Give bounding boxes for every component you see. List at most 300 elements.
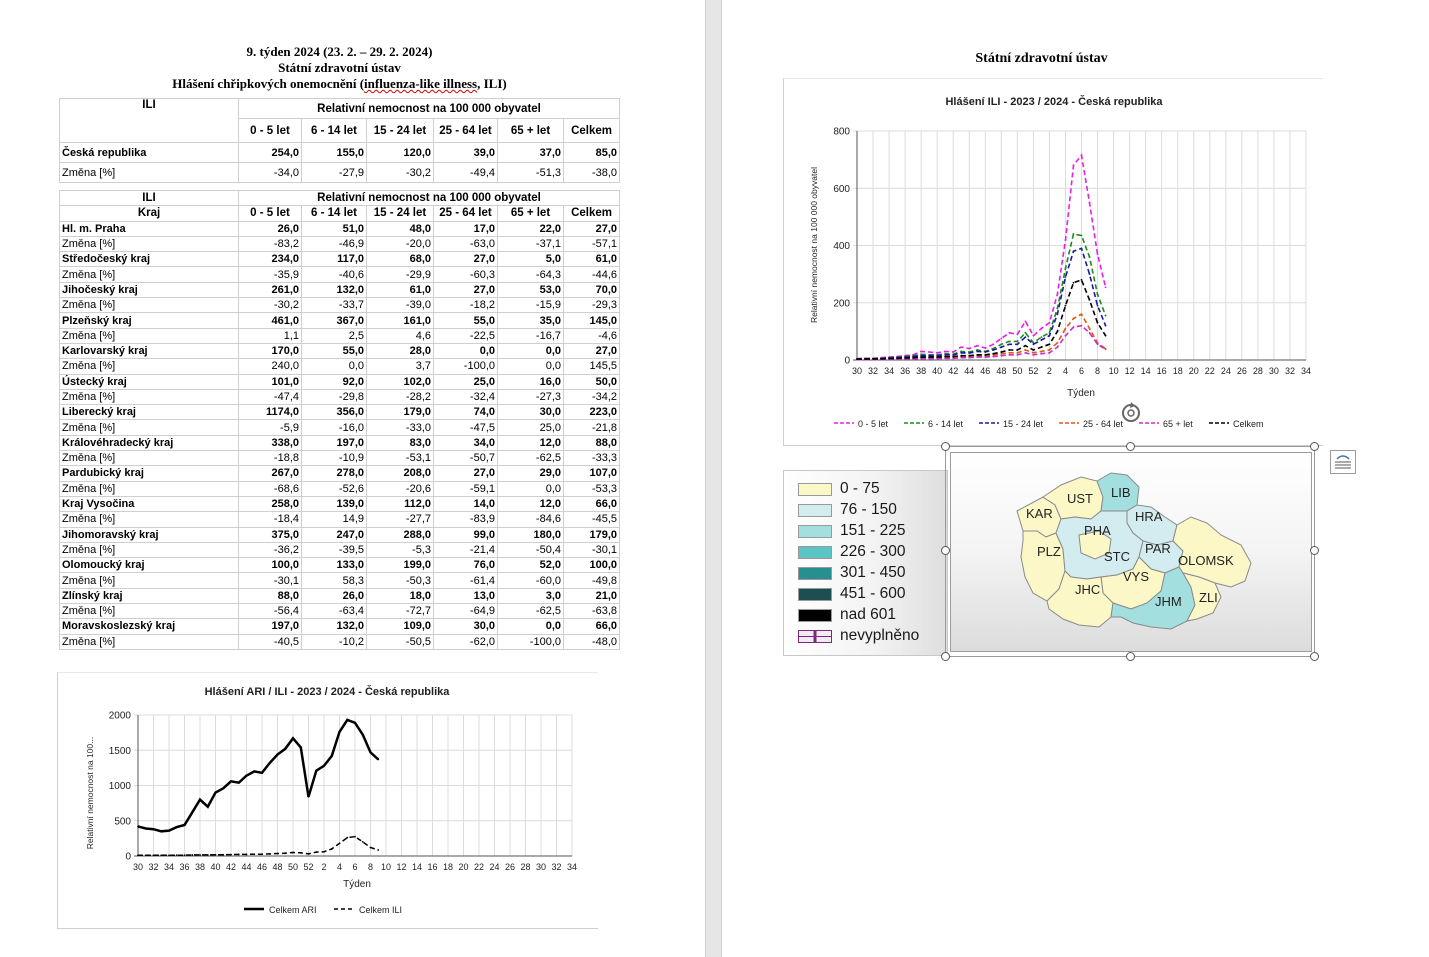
data-point bbox=[952, 351, 954, 353]
legend-label: 6 - 14 let bbox=[928, 419, 964, 429]
map-label-ust: UST bbox=[1067, 491, 1093, 506]
x-tick-label: 12 bbox=[396, 862, 407, 872]
ari-x-axis-label: Týden bbox=[343, 879, 371, 890]
table-cell: 50,0 bbox=[564, 374, 620, 389]
table-cell: -100,0 bbox=[434, 359, 498, 374]
table-row bbox=[60, 359, 620, 374]
table-cell: -18,8 bbox=[239, 451, 302, 466]
data-point bbox=[952, 357, 954, 359]
table-cell: 240,0 bbox=[239, 359, 302, 374]
data-point bbox=[1065, 328, 1067, 330]
table-cell: 101,0 bbox=[239, 374, 302, 389]
data-point bbox=[238, 854, 240, 856]
data-point bbox=[1049, 349, 1051, 351]
data-point bbox=[1097, 253, 1099, 255]
ili-legend bbox=[834, 419, 1264, 429]
table-row bbox=[60, 163, 620, 183]
data-point bbox=[1065, 276, 1067, 278]
x-tick-label: 16 bbox=[1156, 366, 1167, 376]
data-point bbox=[346, 719, 348, 721]
table-cell: 461,0 bbox=[239, 313, 302, 328]
resize-handle-top[interactable] bbox=[1126, 442, 1135, 451]
table-cell: 100,0 bbox=[564, 558, 620, 573]
data-point bbox=[153, 828, 155, 830]
table-cell: -63,4 bbox=[302, 604, 367, 619]
table-cell: -30,2 bbox=[367, 163, 434, 183]
table-cell: 37,0 bbox=[498, 143, 564, 163]
table-cell: -61,4 bbox=[434, 573, 498, 588]
table-cell: 13,0 bbox=[434, 588, 498, 603]
col-header: 0 - 5 let bbox=[239, 119, 302, 143]
table-cell: 55,0 bbox=[302, 343, 367, 358]
data-point bbox=[238, 782, 240, 784]
data-point bbox=[1057, 346, 1059, 348]
data-point bbox=[904, 357, 906, 359]
x-tick-label: 32 bbox=[148, 862, 159, 872]
layout-options-icon[interactable] bbox=[1330, 450, 1356, 474]
table-cell: 34,0 bbox=[434, 435, 498, 450]
table-cell: -27,3 bbox=[498, 389, 564, 404]
data-point bbox=[215, 854, 217, 856]
table-cell: 29,0 bbox=[498, 466, 564, 481]
table-cell: 25,0 bbox=[434, 374, 498, 389]
legend-color-swatch bbox=[798, 504, 832, 517]
resize-handle-bottom-right[interactable] bbox=[1310, 652, 1319, 661]
col-header: 6 - 14 let bbox=[302, 206, 367, 221]
col-header: 6 - 14 let bbox=[302, 119, 367, 143]
legend-range-label: 301 - 450 bbox=[840, 564, 906, 581]
data-point bbox=[1008, 332, 1010, 334]
data-point bbox=[184, 824, 186, 826]
table-cell: -34,0 bbox=[239, 163, 302, 183]
x-tick-label: 2 bbox=[321, 862, 327, 872]
table-cell: -62,0 bbox=[434, 634, 498, 649]
x-tick-label: 26 bbox=[504, 862, 516, 872]
data-point bbox=[976, 345, 978, 347]
table-cell: 12,0 bbox=[498, 496, 564, 511]
x-tick-label: 34 bbox=[884, 366, 895, 376]
data-point bbox=[992, 353, 994, 355]
table-cell: -33,3 bbox=[564, 451, 620, 466]
change-label: Změna [%] bbox=[60, 328, 239, 343]
table-row bbox=[60, 573, 620, 588]
data-point bbox=[207, 854, 209, 856]
x-tick-label: 30 bbox=[1268, 366, 1279, 376]
data-point bbox=[1097, 322, 1099, 324]
x-tick-label: 24 bbox=[1220, 366, 1231, 376]
row-label: Změna [%] bbox=[60, 163, 239, 183]
table-row bbox=[60, 221, 620, 236]
data-point bbox=[1024, 352, 1026, 354]
x-tick-label: 4 bbox=[336, 862, 343, 872]
table-cell: 139,0 bbox=[302, 496, 367, 511]
data-point bbox=[269, 853, 271, 855]
data-point bbox=[944, 356, 946, 358]
data-point bbox=[191, 811, 193, 813]
table-cell: 55,0 bbox=[434, 313, 498, 328]
data-point bbox=[300, 747, 302, 749]
x-tick-label: 40 bbox=[210, 862, 221, 872]
y-tick-label: 400 bbox=[833, 241, 850, 252]
y-tick-label: 2000 bbox=[108, 710, 131, 722]
table-cell: -51,3 bbox=[498, 163, 564, 183]
table-cell: -27,9 bbox=[302, 163, 367, 183]
table-cell: 88,0 bbox=[239, 588, 302, 603]
table-cell: 27,0 bbox=[564, 221, 620, 236]
x-tick-label: 38 bbox=[194, 862, 206, 872]
change-label: Změna [%] bbox=[60, 573, 239, 588]
table-cell: -40,6 bbox=[302, 267, 367, 282]
col-header: 25 - 64 let bbox=[434, 206, 498, 221]
legend-range-label: 451 - 600 bbox=[840, 585, 906, 602]
data-point bbox=[277, 754, 279, 756]
table-cell: -53,1 bbox=[367, 451, 434, 466]
table-row bbox=[60, 389, 620, 404]
table-cell: 0,0 bbox=[498, 343, 564, 358]
table-cell: 179,0 bbox=[564, 527, 620, 542]
series-line-6-14-let bbox=[857, 234, 1106, 359]
map-label-pha: PHA bbox=[1084, 523, 1111, 538]
legend-color-swatch bbox=[798, 525, 832, 538]
table-cell: -47,4 bbox=[239, 389, 302, 404]
x-tick-label: 28 bbox=[1252, 366, 1263, 376]
x-tick-label: 46 bbox=[980, 366, 991, 376]
table-cell: -60,0 bbox=[498, 573, 564, 588]
data-point bbox=[1105, 335, 1107, 337]
table-cell: 145,5 bbox=[564, 359, 620, 374]
data-point bbox=[1032, 349, 1034, 351]
map-legend-row bbox=[798, 565, 906, 581]
region-name: Jihomoravský kraj bbox=[60, 527, 239, 542]
x-tick-label: 50 bbox=[287, 862, 299, 872]
data-point bbox=[1073, 326, 1075, 328]
rotate-handle-icon[interactable] bbox=[1119, 401, 1143, 425]
table-row bbox=[60, 604, 620, 619]
data-point bbox=[1097, 305, 1099, 307]
col-header: 65 + let bbox=[498, 206, 564, 221]
x-tick-label: 20 bbox=[1188, 366, 1199, 376]
data-point bbox=[331, 848, 333, 850]
col-header: Celkem bbox=[564, 206, 620, 221]
col-header: 15 - 24 let bbox=[367, 119, 434, 143]
region-name: Liberecký kraj bbox=[60, 405, 239, 420]
resize-handle-right[interactable] bbox=[1310, 546, 1319, 555]
region-name: Jihočeský kraj bbox=[60, 282, 239, 297]
data-point bbox=[1000, 355, 1002, 357]
table-cell: -50,7 bbox=[434, 451, 498, 466]
table-cell: 107,0 bbox=[564, 466, 620, 481]
table-cell: 0,0 bbox=[498, 359, 564, 374]
data-point bbox=[284, 852, 286, 854]
data-point bbox=[984, 354, 986, 356]
data-point bbox=[1105, 286, 1107, 288]
data-point bbox=[1089, 332, 1091, 334]
data-point bbox=[1089, 273, 1091, 275]
data-point bbox=[944, 351, 946, 353]
table-row bbox=[60, 143, 620, 163]
table-cell: 88,0 bbox=[564, 435, 620, 450]
data-point bbox=[246, 854, 248, 856]
table-cell: 132,0 bbox=[302, 619, 367, 634]
table-cell: -29,8 bbox=[302, 389, 367, 404]
resize-handle-left[interactable] bbox=[941, 546, 950, 555]
data-point bbox=[222, 787, 224, 789]
data-point bbox=[856, 358, 858, 360]
table-cell: -30,2 bbox=[239, 298, 302, 313]
x-tick-label: 8 bbox=[367, 862, 374, 872]
x-tick-label: 4 bbox=[1062, 366, 1068, 376]
data-point bbox=[888, 358, 890, 360]
table-cell: 27,0 bbox=[434, 466, 498, 481]
data-point bbox=[1016, 352, 1018, 354]
x-tick-label: 14 bbox=[411, 862, 423, 872]
table-cell: 179,0 bbox=[367, 405, 434, 420]
data-point bbox=[176, 854, 178, 856]
ili-y-axis-label: Relativní nemocnost na 100 000 obyvatel bbox=[809, 167, 819, 323]
table-cell: -29,3 bbox=[564, 298, 620, 313]
institute-heading: Státní zdravotní ústav bbox=[278, 60, 401, 75]
table-cell: -5,9 bbox=[239, 420, 302, 435]
table-cell: -34,2 bbox=[564, 389, 620, 404]
data-point bbox=[976, 354, 978, 356]
data-point bbox=[960, 357, 962, 359]
data-point bbox=[370, 847, 372, 849]
ili-header-cell: ILI bbox=[60, 191, 239, 206]
ili-header-cell: ILI bbox=[60, 99, 239, 143]
data-point bbox=[292, 737, 294, 739]
table-cell: 70,0 bbox=[564, 282, 620, 297]
report-week-heading: 9. týden 2024 (23. 2. – 29. 2. 2024) bbox=[246, 44, 433, 59]
resize-handle-bottom[interactable] bbox=[1126, 652, 1135, 661]
table-cell: -39,5 bbox=[302, 542, 367, 557]
map-legend-box[interactable] bbox=[783, 470, 948, 656]
legend-range-label: 0 - 75 bbox=[840, 480, 880, 497]
data-point bbox=[992, 343, 994, 345]
table-cell: 0,0 bbox=[302, 359, 367, 374]
table-cell: 17,0 bbox=[434, 221, 498, 236]
data-point bbox=[1041, 353, 1043, 355]
map-label-jhm: JHM bbox=[1155, 594, 1182, 609]
x-tick-label: 48 bbox=[272, 862, 283, 872]
data-point bbox=[968, 352, 970, 354]
data-point bbox=[377, 759, 379, 761]
x-tick-label: 18 bbox=[1172, 366, 1183, 376]
change-label: Změna [%] bbox=[60, 451, 239, 466]
data-point bbox=[1081, 247, 1083, 249]
table-cell: 356,0 bbox=[302, 405, 367, 420]
x-tick-label: 8 bbox=[1095, 366, 1101, 376]
map-legend-row bbox=[798, 523, 906, 539]
legend-color-swatch bbox=[798, 483, 832, 496]
data-point bbox=[992, 356, 994, 358]
table-cell: 27,0 bbox=[434, 282, 498, 297]
table-cell: 145,0 bbox=[564, 313, 620, 328]
data-point bbox=[1041, 339, 1043, 341]
table-cell: 16,0 bbox=[498, 374, 564, 389]
page-gutter bbox=[705, 0, 722, 957]
data-point bbox=[1016, 349, 1018, 351]
data-point bbox=[1081, 235, 1083, 237]
data-point bbox=[1041, 351, 1043, 353]
change-label: Změna [%] bbox=[60, 542, 239, 557]
resize-handle-top-left[interactable] bbox=[941, 442, 950, 451]
table-cell: 247,0 bbox=[302, 527, 367, 542]
x-tick-label: 36 bbox=[179, 862, 190, 872]
table-cell: 109,0 bbox=[367, 619, 434, 634]
table-cell: 102,0 bbox=[367, 374, 434, 389]
table-cell: -62,5 bbox=[498, 604, 564, 619]
region-name: Moravskoslezský kraj bbox=[60, 619, 239, 634]
x-tick-label: 22 bbox=[1204, 366, 1215, 376]
table-cell: 1,1 bbox=[239, 328, 302, 343]
data-point bbox=[1016, 343, 1018, 345]
table-cell: 112,0 bbox=[367, 496, 434, 511]
ari-ili-chart bbox=[57, 672, 598, 929]
table-cell: 375,0 bbox=[239, 527, 302, 542]
table-cell: -20,6 bbox=[367, 481, 434, 496]
data-point bbox=[315, 770, 317, 772]
table-cell: 52,0 bbox=[498, 558, 564, 573]
data-point bbox=[1105, 349, 1107, 351]
data-point bbox=[137, 854, 139, 856]
legend-color-swatch bbox=[798, 546, 832, 559]
table-cell: 30,0 bbox=[498, 405, 564, 420]
data-point bbox=[160, 854, 162, 856]
data-point bbox=[960, 352, 962, 354]
data-point bbox=[936, 356, 938, 358]
col-header: Celkem bbox=[564, 119, 620, 143]
resize-handle-top-right[interactable] bbox=[1310, 442, 1319, 451]
data-point bbox=[1065, 239, 1067, 241]
region-name: Královéhradecký kraj bbox=[60, 435, 239, 450]
table-cell: 100,0 bbox=[239, 558, 302, 573]
table-cell: 74,0 bbox=[434, 405, 498, 420]
table-cell: -36,2 bbox=[239, 542, 302, 557]
map-label-hra: HRA bbox=[1135, 509, 1163, 524]
data-point bbox=[1024, 345, 1026, 347]
x-tick-label: 52 bbox=[1028, 366, 1039, 376]
data-point bbox=[1000, 353, 1002, 355]
map-legend-row bbox=[798, 607, 896, 623]
national-ili-table bbox=[59, 98, 620, 183]
table-cell: 61,0 bbox=[564, 252, 620, 267]
table-cell: -22,5 bbox=[434, 328, 498, 343]
table-row bbox=[60, 252, 620, 267]
data-point bbox=[1089, 299, 1091, 301]
change-label: Změna [%] bbox=[60, 481, 239, 496]
data-point bbox=[1032, 335, 1034, 337]
x-tick-label: 30 bbox=[535, 862, 547, 872]
table-cell: -30,1 bbox=[564, 542, 620, 557]
table-cell: -38,0 bbox=[564, 163, 620, 183]
table-cell: 3,0 bbox=[498, 588, 564, 603]
x-tick-label: 38 bbox=[916, 366, 927, 376]
data-point bbox=[1008, 354, 1010, 356]
table-row bbox=[60, 619, 620, 634]
y-tick-label: 0 bbox=[844, 355, 850, 367]
data-point bbox=[1024, 332, 1026, 334]
data-point bbox=[253, 853, 255, 855]
selection-frame[interactable] bbox=[945, 446, 1315, 657]
table-cell: 1174,0 bbox=[239, 405, 302, 420]
data-point bbox=[323, 851, 325, 853]
region-name: Pardubický kraj bbox=[60, 466, 239, 481]
data-point bbox=[354, 836, 356, 838]
table-cell: 0,0 bbox=[498, 481, 564, 496]
map-label-jhc: JHC bbox=[1075, 582, 1101, 597]
table-cell: -37,1 bbox=[498, 236, 564, 251]
data-point bbox=[984, 347, 986, 349]
map-legend-row bbox=[798, 628, 919, 644]
table-cell: -46,9 bbox=[302, 236, 367, 251]
data-point bbox=[976, 356, 978, 358]
table-cell: 14,0 bbox=[434, 496, 498, 511]
table-cell: -20,0 bbox=[367, 236, 434, 251]
data-point bbox=[952, 356, 954, 358]
region-name: Olomoucký kraj bbox=[60, 558, 239, 573]
map-label-plz: PLZ bbox=[1037, 544, 1061, 559]
table-cell: 35,0 bbox=[498, 313, 564, 328]
rate-group-header: Relativní nemocnost na 100 000 obyvatel bbox=[239, 99, 620, 119]
table-cell: 3,7 bbox=[367, 359, 434, 374]
table-cell: -16,0 bbox=[302, 420, 367, 435]
ili-chart-title: Hlášení ILI - 2023 / 2024 - Česká republika bbox=[945, 96, 1163, 108]
table-cell: -47,5 bbox=[434, 420, 498, 435]
table-row bbox=[60, 634, 620, 649]
subtitle-post: , ILI) bbox=[477, 76, 507, 91]
data-point bbox=[1089, 328, 1091, 330]
data-point bbox=[253, 771, 255, 773]
ili-x-axis-label: Týden bbox=[1067, 388, 1095, 399]
data-point bbox=[1081, 313, 1083, 315]
table-row bbox=[60, 282, 620, 297]
x-tick-label: 18 bbox=[442, 862, 454, 872]
data-point bbox=[176, 826, 178, 828]
table-cell: 267,0 bbox=[239, 466, 302, 481]
series-line-15-24-let bbox=[857, 248, 1106, 359]
data-point bbox=[1065, 268, 1067, 270]
table-cell: -49,4 bbox=[434, 163, 498, 183]
data-point bbox=[1024, 320, 1026, 322]
data-point bbox=[1073, 318, 1075, 320]
table-cell: 180,0 bbox=[498, 527, 564, 542]
data-point bbox=[976, 351, 978, 353]
data-point bbox=[944, 354, 946, 356]
data-point bbox=[1008, 343, 1010, 345]
data-point bbox=[1097, 343, 1099, 345]
table-cell: -27,7 bbox=[367, 512, 434, 527]
table-cell: 4,6 bbox=[367, 328, 434, 343]
x-tick-label: 26 bbox=[1236, 366, 1247, 376]
data-point bbox=[215, 792, 217, 794]
table-cell: -10,9 bbox=[302, 451, 367, 466]
region-name: Zlínský kraj bbox=[60, 588, 239, 603]
legend-label-ari: Celkem ARI bbox=[269, 905, 317, 915]
table-cell: 39,0 bbox=[434, 143, 498, 163]
map-label-lib: LIB bbox=[1111, 485, 1131, 500]
table-cell: 199,0 bbox=[367, 558, 434, 573]
x-tick-label: 12 bbox=[1124, 366, 1135, 376]
table-row bbox=[60, 298, 620, 313]
data-point bbox=[968, 348, 970, 350]
resize-handle-bottom-left[interactable] bbox=[941, 652, 950, 661]
x-tick-label: 50 bbox=[1012, 366, 1023, 376]
change-label: Změna [%] bbox=[60, 634, 239, 649]
data-point bbox=[1073, 233, 1075, 235]
data-point bbox=[1008, 352, 1010, 354]
legend-color-swatch bbox=[798, 588, 832, 601]
table-row bbox=[60, 512, 620, 527]
